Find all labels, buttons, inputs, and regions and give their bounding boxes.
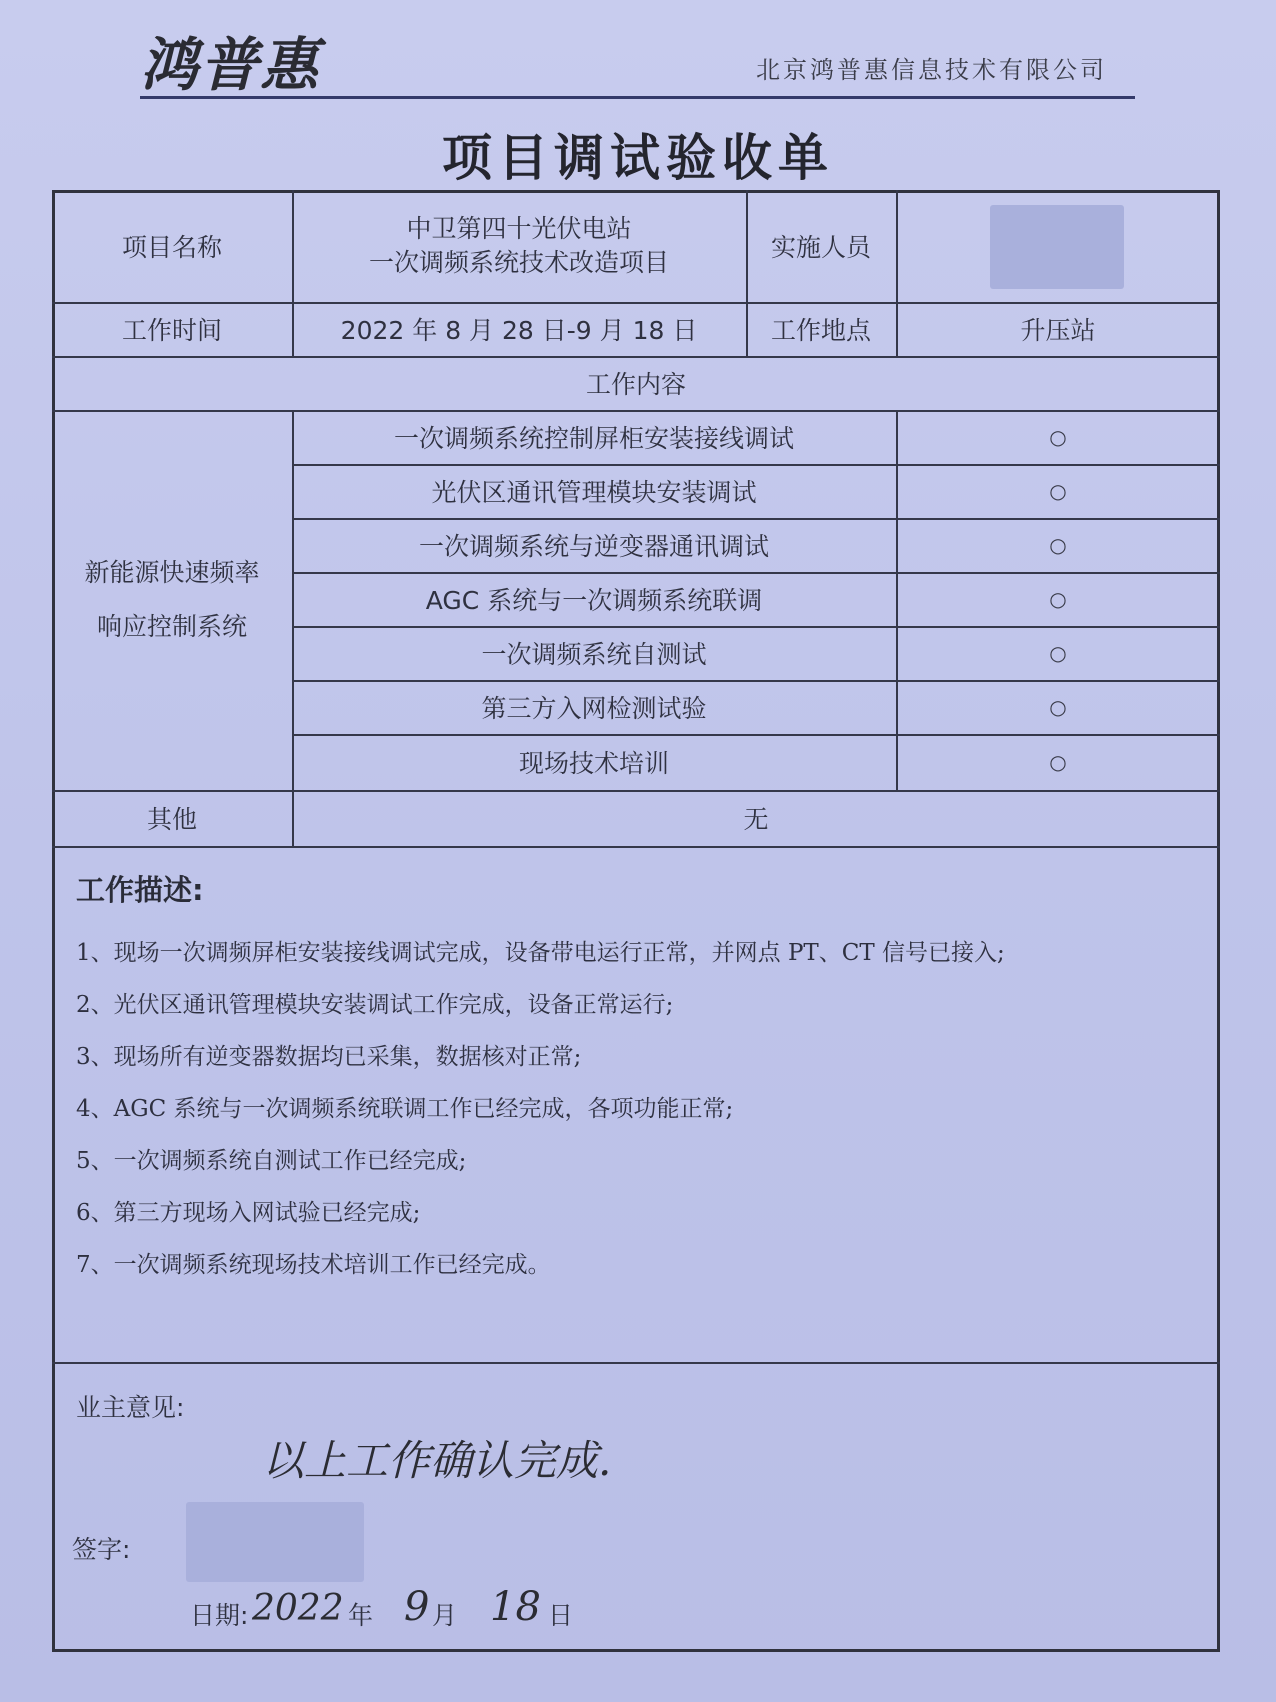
check-mark: ○	[1049, 750, 1067, 774]
work-item: 光伏区通讯管理模块安装调试	[431, 478, 757, 507]
company-name: 北京鸿普惠信息技术有限公司	[756, 56, 1107, 84]
check-mark: ○	[1049, 641, 1067, 665]
description-line: 5、一次调频系统自测试工作已经完成;	[76, 1148, 467, 1174]
check-mark: ○	[1049, 587, 1067, 611]
signature-label: 签字:	[72, 1535, 131, 1564]
owner-opinion-handwritten: 以上工作确认完成.	[262, 1436, 612, 1485]
description-line: 3、现场所有逆变器数据均已采集，数据核对正常;	[76, 1044, 582, 1070]
date-year: 2022	[252, 1588, 344, 1629]
work-place-value: 升压站	[1020, 316, 1096, 345]
row-divider	[52, 1362, 1220, 1364]
work-content-header: 工作内容	[585, 370, 686, 399]
work-item: 一次调频系统自测试	[481, 640, 707, 669]
other-value: 无	[743, 805, 769, 834]
other-label: 其他	[146, 805, 197, 834]
description-title: 工作描述:	[76, 873, 204, 907]
project-name-value	[292, 190, 746, 302]
implementer-label: 实施人员	[770, 233, 871, 262]
project-name-line1: 中卫第四十光伏电站	[406, 214, 632, 243]
owner-opinion-label: 业主意见:	[76, 1393, 185, 1422]
system-name-line2: 响应控制系统	[96, 612, 247, 641]
project-name-label: 项目名称	[121, 233, 222, 262]
description-line: 1、现场一次调频屏柜安装接线调试完成，设备带电运行正常，并网点 PT、CT 信号已接入;	[76, 940, 1005, 966]
work-time-label: 工作时间	[121, 316, 222, 345]
check-mark: ○	[1049, 533, 1067, 557]
date-day: 18	[490, 1584, 541, 1630]
check-mark: ○	[1049, 695, 1067, 719]
work-place-label: 工作地点	[770, 316, 871, 345]
header-divider	[140, 96, 1135, 99]
date-label: 日期:	[190, 1601, 249, 1630]
work-item: AGC 系统与一次调频系统联调	[425, 586, 763, 615]
day-unit: 日	[548, 1601, 574, 1630]
company-logo: 鸿普惠	[140, 31, 321, 99]
month-unit: 月	[432, 1601, 458, 1630]
check-mark: ○	[1049, 479, 1067, 503]
work-item: 一次调频系统控制屏柜安装接线调试	[393, 424, 794, 453]
page-title: 项目调试验收单	[442, 128, 834, 187]
redacted-implementer	[990, 205, 1124, 289]
description-line: 6、第三方现场入网试验已经完成;	[76, 1200, 421, 1226]
check-mark: ○	[1049, 425, 1067, 449]
system-name	[52, 410, 292, 790]
work-item: 一次调频系统与逆变器通讯调试	[418, 532, 769, 561]
description-line: 2、光伏区通讯管理模块安装调试工作完成，设备正常运行;	[76, 992, 674, 1018]
system-name-line1: 新能源快速频率	[84, 558, 260, 587]
year-unit: 年	[348, 1601, 374, 1630]
date-month: 9	[404, 1584, 430, 1630]
work-time-value: 2022 年 8 月 28 日-9 月 18 日	[340, 316, 698, 345]
description-line: 4、AGC 系统与一次调频系统联调工作已经完成，各项功能正常;	[76, 1096, 734, 1122]
work-item: 现场技术培训	[518, 749, 669, 778]
redacted-signature	[186, 1502, 364, 1582]
row-divider	[52, 846, 1220, 848]
project-name-line2: 一次调频系统技术改造项目	[368, 248, 669, 277]
description-line: 7、一次调频系统现场技术培训工作已经完成。	[76, 1252, 551, 1278]
work-item: 第三方入网检测试验	[481, 694, 707, 723]
